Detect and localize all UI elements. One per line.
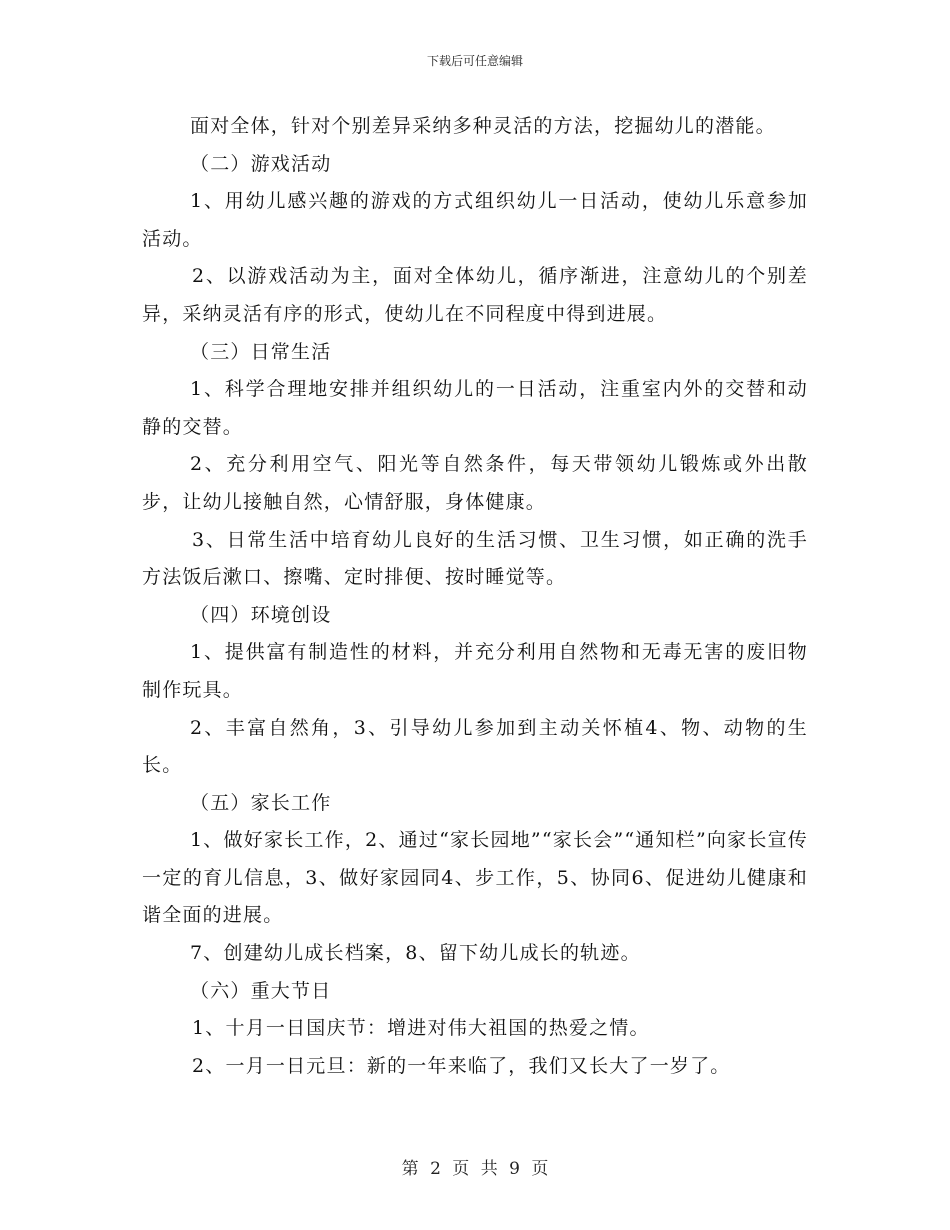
paragraph: 1、用幼儿感兴趣的游戏的方式组织幼儿一日活动，使幼儿乐意参加活动。 xyxy=(142,190,808,250)
paragraph: 1、十月一日国庆节：增进对伟大祖国的热爱之情。 xyxy=(192,1017,650,1040)
paragraph: 1、科学合理地安排并组织幼儿的一日活动，注重室内外的交替和动静的交替。 xyxy=(142,378,808,438)
paragraph: 1、做好家长工作，2、通过“家长园地”“家长会”“通知栏”向家长宣传一定的育儿信息，3、做好家园同4、步工作，5、协同6、促进幼儿健康和谐全面的进展。 xyxy=(142,829,808,927)
section-heading-holidays: （六）重大节日 xyxy=(190,979,332,1002)
paragraph: 面对全体，针对个别差异采纳多种灵活的方法，挖掘幼儿的潜能。 xyxy=(190,115,776,137)
paragraph: 2、丰富自然角，3、引导幼儿参加到主动关怀植4、物、动物的生长。 xyxy=(142,716,808,777)
paragraph: 2、以游戏活动为主，面对全体幼儿，循序渐进，注意幼儿的个别差异，采纳灵活有序的形式，使幼儿在不同程度中得到进展。 xyxy=(142,265,808,325)
section-heading-games: （二）游戏活动 xyxy=(190,152,332,175)
section-heading-daily-life: （三）日常生活 xyxy=(190,340,332,363)
page-number: 第 2 页 共 9 页 xyxy=(401,1159,549,1179)
page-header-note: 下载后可任意编辑 xyxy=(426,54,523,68)
section-heading-parents: （五）家长工作 xyxy=(190,791,332,814)
paragraph: 2、一月一日元旦：新的一年来临了，我们又长大了一岁了。 xyxy=(192,1054,731,1077)
section-heading-environment: （四）环境创设 xyxy=(190,603,332,626)
document-body xyxy=(142,108,808,1085)
paragraph: 3、日常生活中培育幼儿良好的生活习惯、卫生习惯，如正确的洗手方法饭后漱口、擦嘴、定时排便、按时睡觉等。 xyxy=(142,528,808,589)
paragraph: 7、创建幼儿成长档案，8、留下幼儿成长的轨迹。 xyxy=(190,942,641,965)
paragraph: 2、充分利用空气、阳光等自然条件，每天带领幼儿锻炼或外出散步，让幼儿接触自然，心情舒服，身体健康。 xyxy=(142,453,808,513)
paragraph: 1、提供富有制造性的材料，并充分利用自然物和无毒无害的废旧物制作玩具。 xyxy=(142,641,808,701)
